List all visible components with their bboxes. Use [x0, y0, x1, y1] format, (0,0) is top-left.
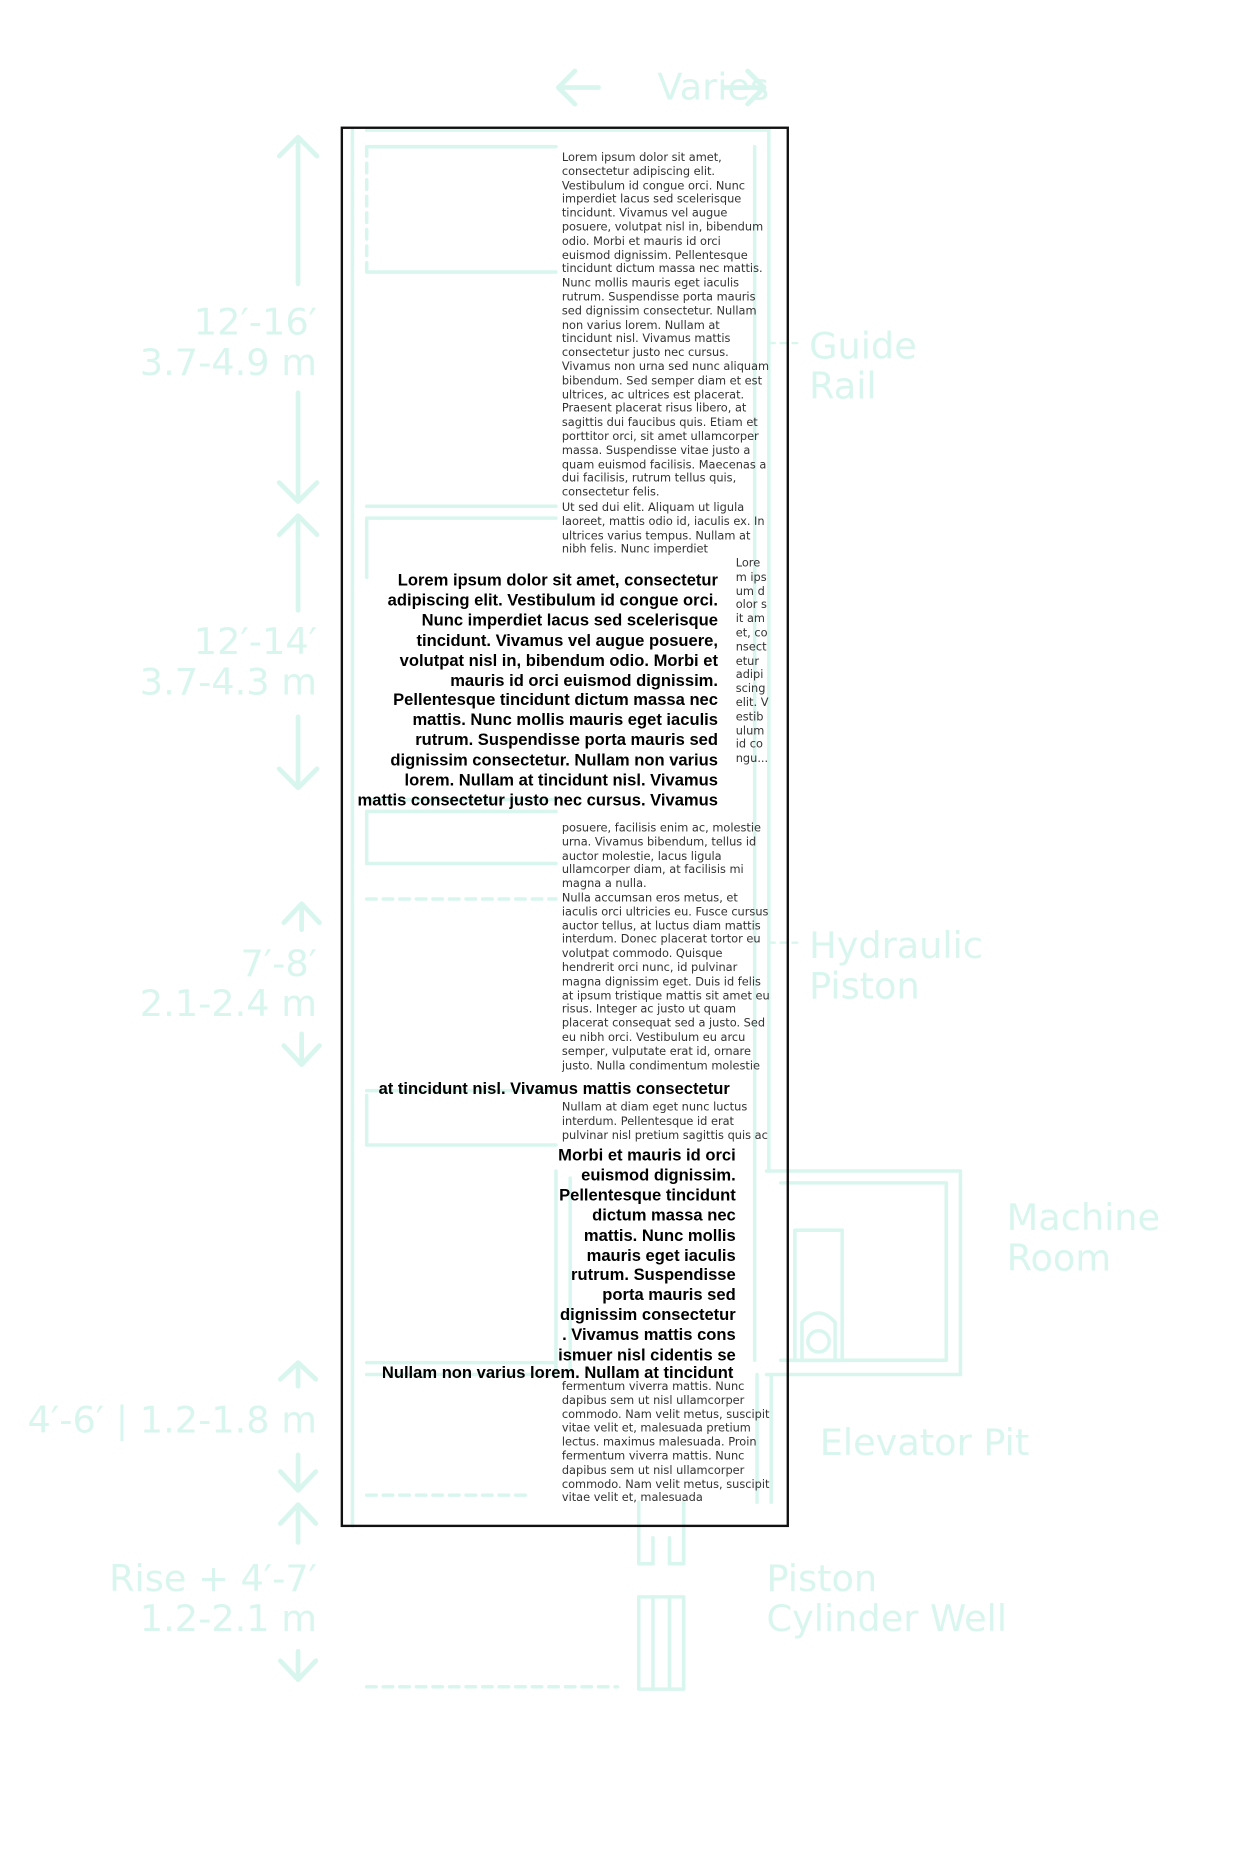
height-2-down-arrow [279, 717, 317, 788]
rise-imperial: Rise + 4′-7′ [109, 1557, 318, 1601]
piston-cylinder-well-line-2: Cylinder Well [766, 1598, 1008, 1641]
guide-rail-line-2: Rail [809, 365, 877, 409]
text-block-4: Nulla accumsan eros metus, et iaculis orci ultricies eu. Fusce cursus auctor tellus, at luctus diam mattis interdum. Donec placerat tortor eu volutpat commodo. Quisque hendrerit orci nunc, id pulvinar magna dignissim eget. Duis id felis at ipsum tristique mattis sit amet eu risus. Integer ac justo ut quam placerat consequat sed a justo. Sed eu nibh orci. Vestibulum eu arcu semper, vulputate erat id, ornare justo. Nulla condimentum molestie [561, 891, 770, 1073]
height-1-up-arrow [279, 137, 317, 284]
text-block-3: posuere, facilisis enim ac, molestie urna. Vivamus bibendum, tellus id auctor molestie, lacus ligula ullamcorper diam, at facilisis mi magna a nulla. [561, 822, 761, 891]
bold-block-1: Lorem ipsum dolor sit amet, consectetur adipiscing elit. Vestibulum id congue orci. Nunc imperdiet lacus sed scelerisque tincidunt. Vivamus vel augue posuere, volutpat nisl in, bibendum odio. Morbi et mauris id orci euismod dignissim. Pellentesque tincidunt dictum massa nec mattis. Nunc mollis mauris eget iaculis rutrum. Suspendisse porta mauris sed dignissim consectetur. Nullam non varius lorem. Nullam at tincidunt nisl. Vivamus mattis consectetur justo nec cursus. Vivamus [357, 570, 718, 810]
height-3-up-arrow [284, 904, 319, 930]
machine-room-label [1007, 1198, 1161, 1278]
rise-metric: 1.2-2.1 m [139, 1598, 318, 1641]
height-2-metric: 3.7-4.3 m [139, 661, 318, 704]
height-3-metric: 2.1-2.4 m [139, 982, 318, 1026]
text-block-2: Ut sed dui elit. Aliquam ut ligula laoreet, mattis odio id, iaculis ex. In ultrices varius tempus. Nullam at nibh felis. Nunc imperdiet [561, 501, 765, 557]
piston-cylinder-well-label [766, 1559, 1007, 1639]
varies-left-arrow [558, 71, 598, 104]
rise-down-arrow [280, 1651, 315, 1679]
bold-block-2: at tincidunt nisl. Vivamus mattis consectetur [378, 1078, 730, 1098]
hydraulic-piston-line-1: Hydraulic [809, 924, 983, 968]
text-block-6: fermentum viverra mattis. Nunc dapibus sem ut nisl ullamcorper commodo. Nam velit metus, suscipit vitae velit et, malesuada pretium lectus. maximus malesuada. Proin fermentum viverra mattis. Nunc dapibus sem ut nisl ullamcorper commodo. Nam velit metus, suscipit vitae velit et, malesuada [561, 1380, 770, 1506]
height-3-label [106, 944, 317, 1024]
height-2-label [106, 622, 317, 702]
guide-rail-label [809, 325, 917, 409]
text-block-1: Lorem ipsum dolor sit amet, consectetur adipiscing elit. Vestibulum id congue orci. Nunc imperdiet lacus sed scelerisque tincidunt. Vivamus vel augue posuere, volutpat nisl in, bibendum odio. Morbi et mauris id orci euismod dignissim. Pellentesque tincidunt dictum massa nec mattis. Nunc mollis mauris eget iaculis rutrum. Suspendisse porta mauris sed dignissim consectetur. Nullam non varius lorem. Nullam at tincidunt nisl. Vivamus mattis consectetur justo nec cursus. Vivamus non urna sed nunc aliquam bibendum. Sed semper diam et est ultrices, ac ultrices est placerat. Praesent placerat risus libero, at sagittis dui faucibus quis. Etiam et porttitor orci, sit amet ullamcorper massa. Suspendisse vitae justo a quam euismod facilisis. Maecenas a dui facilisis, rutrum tellus quis, consectetur felis. [561, 151, 770, 500]
text-block-5: Nullam at diam eget nunc luctus interdum. Pellentesque id erat pulvinar nisl pretium sagittis quis ac [561, 1101, 768, 1143]
narrow-text-column: Lorem ipsum dolor sit amet, consectetur adipiscing elit. Vestibulum id congu... [735, 557, 769, 766]
pit-up-arrow [280, 1363, 315, 1387]
height-2-up-arrow [279, 516, 317, 611]
height-3-imperial: 7′-8′ [240, 942, 318, 986]
machine-room-line-2: Room [1006, 1237, 1112, 1280]
height-3-down-arrow [284, 1034, 319, 1065]
hydraulic-piston-line-2: Piston [809, 965, 920, 1008]
elevator-pit-label: Elevator Pit [819, 1421, 1030, 1465]
bold-block-3: Morbi et mauris id orci euismod dignissim. Pellentesque tincidunt dictum massa nec mattis. Nunc mollis mauris eget iaculis rutrum. Suspendisse porta mauris sed dignissim consectetur . Vivamus mattis cons ismuer nisl cidentis se [558, 1145, 736, 1364]
rise-label [59, 1559, 317, 1639]
machine-room-line-1: Machine [1006, 1197, 1161, 1240]
rise-up-arrow [280, 1505, 315, 1543]
pump-unit [795, 1230, 842, 1360]
height-1-metric: 3.7-4.9 m [139, 341, 318, 385]
height-1-label [106, 303, 317, 383]
piston-cylinder-well-line-1: Piston [766, 1557, 878, 1601]
guide-rail-line-1: Guide [809, 325, 917, 368]
varies-label: Varies [657, 66, 770, 109]
height-1-down-arrow [279, 393, 317, 502]
height-2-imperial: 12′-14′ [193, 621, 318, 664]
pit-down-arrow [280, 1455, 315, 1490]
bold-block-4: Nullam non varius lorem. Nullam at tincidunt [381, 1362, 734, 1382]
hydraulic-piston-label [809, 926, 983, 1006]
height-1-imperial: 12′-16′ [193, 301, 318, 345]
pit-depth-label: 4′-6′ | 1.2-1.8 m [27, 1399, 318, 1442]
